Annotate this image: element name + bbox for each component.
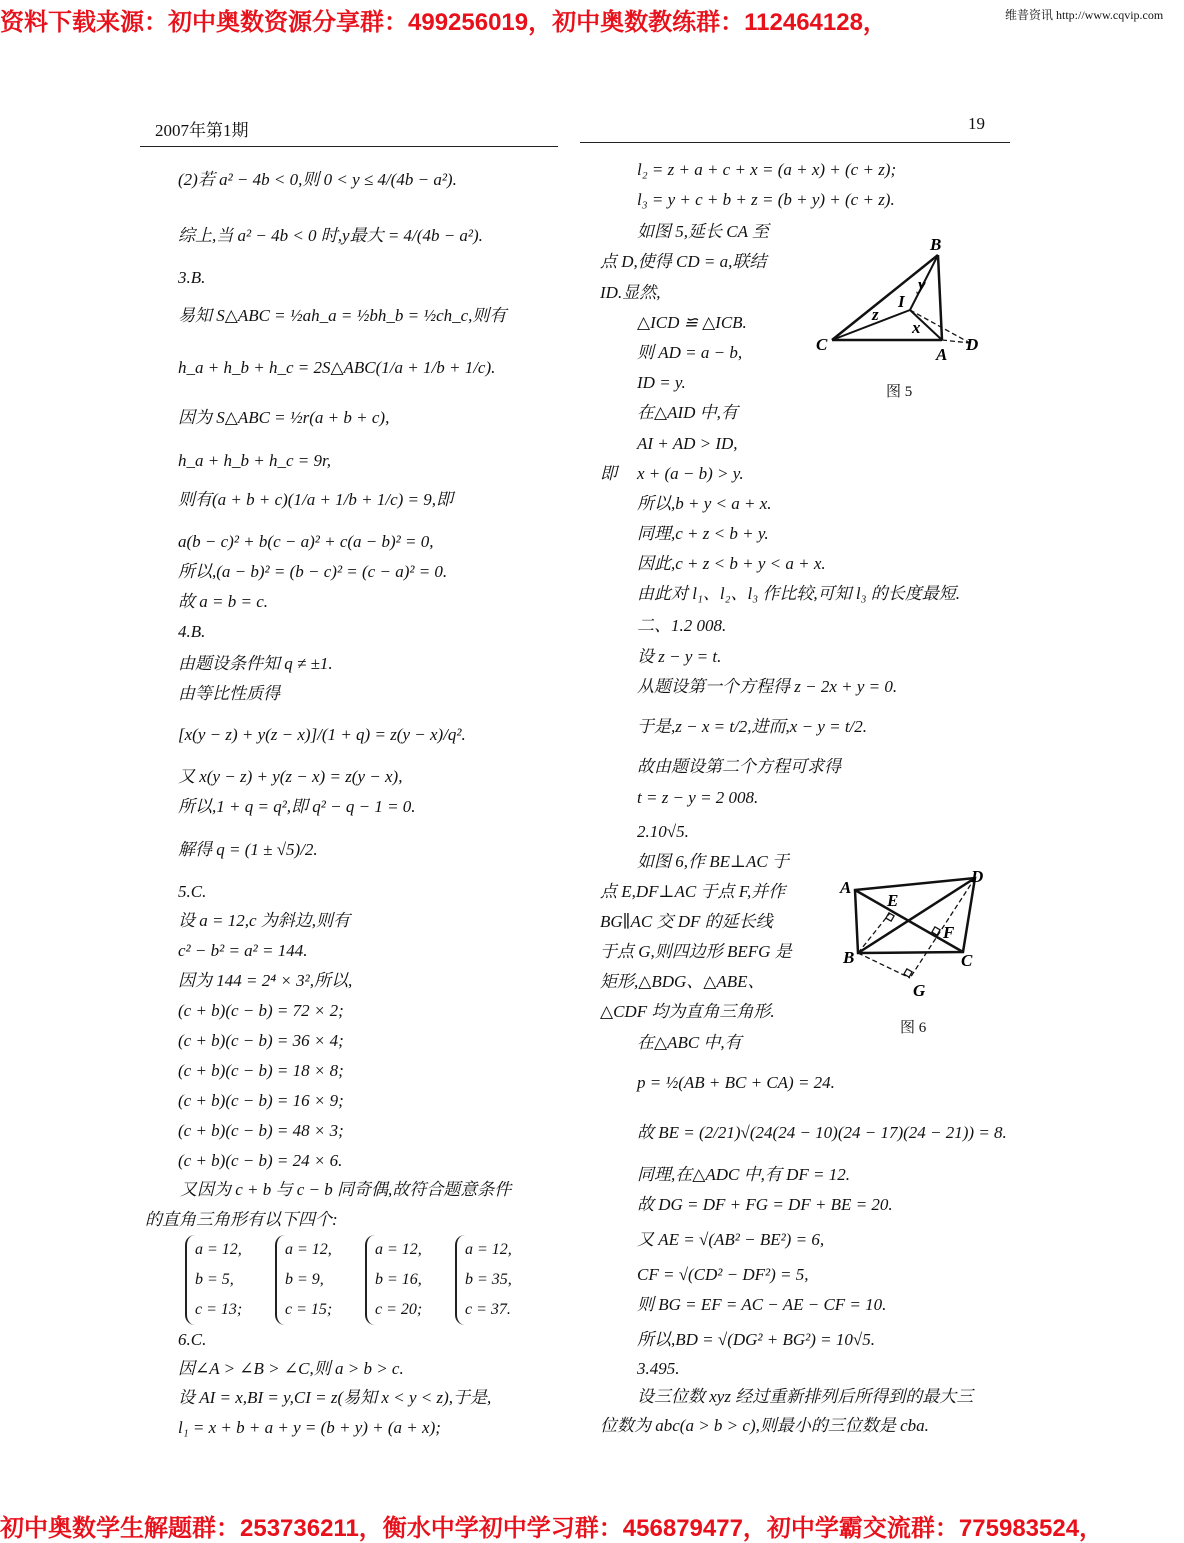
right-text-line: △ICD ≌ △ICB.: [637, 313, 747, 332]
header-rule-right: [580, 142, 1010, 143]
left-text-line: 则有(a + b + c)(1/a + 1/b + 1/c) = 9,即: [178, 490, 454, 509]
right-text-line: 因此,c + z < b + y < a + x.: [637, 554, 826, 573]
right-text-line: 3.495.: [637, 1359, 680, 1378]
edge-ci: [832, 310, 910, 340]
left-text-line: [x(y − z) + y(z − x)]/(1 + q) = z(y − x)/q².: [178, 725, 466, 744]
right-text-line: 同理,c + z < b + y.: [637, 524, 769, 543]
header-rule-left: [140, 146, 558, 147]
point-label: E: [887, 891, 899, 910]
left-text-line: 解得 q = (1 ± √5)/2.: [178, 840, 318, 859]
point-label: G: [913, 981, 926, 998]
right-text-line: t = z − y = 2 008.: [637, 788, 759, 807]
equation-row: a = 12,: [195, 1241, 242, 1258]
left-text-line: 故 a = b = c.: [178, 592, 268, 611]
equation-row: a = 12,: [285, 1241, 332, 1258]
left-text-line: (2)若 a² − 4b < 0,则 0 < y ≤ 4/(4b − a²).: [178, 170, 457, 189]
point-label: A: [936, 345, 948, 364]
left-text-line: 因为 S△ABC = ½r(a + b + c),: [178, 408, 390, 427]
segment-be: [858, 913, 890, 953]
equation-row: b = 35,: [465, 1271, 512, 1288]
left-text-line: h_a + h_b + h_c = 2S△ABC(1/a + 1/b + 1/c).: [178, 358, 496, 377]
right-text-line: 故 BE = (2/21)√(24(24 − 10)(24 − 17)(24 − 21)) = 8.: [637, 1123, 1007, 1142]
left-text-line: 设 AI = x,BI = y,CI = z(易知 x < y < z),于是,: [178, 1388, 492, 1407]
equation-row: b = 16,: [375, 1271, 422, 1288]
right-text-line: 在△AID 中,有: [637, 403, 738, 422]
figure-6-caption: 图 6: [900, 1020, 927, 1036]
page-number: 19: [968, 114, 985, 133]
source-watermark: 维普资讯 http://www.cqvip.com: [1005, 8, 1164, 22]
right-text-line: 又 AE = √(AB² − BE²) = 6,: [637, 1230, 825, 1249]
point-label: D: [971, 868, 984, 886]
right-text-line: 故 DG = DF + FG = DF + BE = 20.: [637, 1195, 893, 1214]
left-text-line: 由题设条件知 q ≠ ±1.: [178, 654, 333, 673]
equation-row: a = 12,: [465, 1241, 512, 1258]
equation-row: c = 20;: [375, 1301, 423, 1318]
right-text-line: l₃ = y + c + b + z = (b + y) + (c + z).: [637, 190, 895, 209]
left-text-line: (c + b)(c − b) = 36 × 4;: [178, 1031, 344, 1050]
left-text-line: a(b − c)² + b(c − a)² + c(a − b)² = 0,: [178, 532, 434, 551]
right-text-line: p = ½(AB + BC + CA) = 24.: [637, 1073, 835, 1092]
equation-row: b = 5,: [195, 1271, 234, 1288]
issue-label: 2007年第1期: [155, 121, 249, 140]
left-text-line: 易知 S△ABC = ½ah_a = ½bh_b = ½ch_c,则有: [178, 306, 507, 325]
point-label: I: [898, 292, 905, 311]
point-label: A: [840, 878, 852, 897]
right-text-line: BG∥AC 交 DF 的延长线: [600, 912, 773, 931]
right-text-line: ID = y.: [637, 373, 686, 392]
left-text-line: h_a + h_b + h_c = 9r,: [178, 451, 331, 470]
left-text-line: 5.C.: [178, 882, 207, 901]
left-text-line: 设 a = 12,c 为斜边,则有: [178, 911, 351, 930]
point-label: C: [816, 335, 828, 354]
figure-5-diagram: [810, 235, 990, 365]
right-text-line: 所以,BD = √(DG² + BG²) = 10√5.: [637, 1330, 875, 1349]
right-text-line: ID.显然,: [600, 283, 661, 302]
right-text-line: 二、1.2 008.: [637, 616, 727, 635]
equation-system: [455, 1235, 512, 1325]
right-text-line: 由此对 l₁、l₂、l₃ 作比较,可知 l₃ 的长度最短.: [637, 584, 961, 603]
left-text-line: (c + b)(c − b) = 24 × 6.: [178, 1151, 343, 1170]
right-text-line: △CDF 均为直角三角形.: [600, 1002, 775, 1021]
top-banner: 资料下载来源：初中奥数资源分享群：499256019，初中奥数教练群：112464128，: [0, 9, 887, 36]
right-text-line: 2.10√5.: [637, 822, 689, 841]
left-text-line: l₁ = x + b + a + y = (b + y) + (a + x);: [178, 1418, 441, 1437]
right-text-line: AI + AD > ID,: [637, 434, 738, 453]
point-label: B: [843, 948, 855, 967]
left-text-line: 6.C.: [178, 1330, 207, 1349]
segment-bg: [858, 953, 910, 978]
right-text-line: x + (a − b) > y.: [637, 464, 744, 483]
point-label: F: [943, 923, 955, 942]
right-text-line: CF = √(CD² − DF²) = 5,: [637, 1265, 809, 1284]
equation-row: c = 13;: [195, 1301, 243, 1318]
left-text-line: 3.B.: [178, 268, 206, 287]
right-text-line: 设三位数 xyz 经过重新排列后所得到的最大三: [637, 1387, 974, 1406]
right-text-line: 点 D,使得 CD = a,联结: [600, 252, 767, 271]
left-text-line: (c + b)(c − b) = 16 × 9;: [178, 1091, 344, 1110]
left-text-line: 又 x(y − z) + y(z − x) = z(y − x),: [178, 767, 403, 786]
point-label: B: [930, 235, 942, 254]
right-text-line: 如图 6,作 BE⊥AC 于: [637, 852, 789, 871]
right-text-line: 设 z − y = t.: [637, 647, 722, 666]
bottom-banner: 初中奥数学生解题群：253736211，衡水中学初中学习群：456879477，初中学霸交流群：775983524，: [0, 1515, 1104, 1542]
right-text-line: 则 AD = a − b,: [637, 343, 743, 362]
right-text-line: 即: [600, 464, 617, 483]
right-text-line: 则 BG = EF = AC − AE − CF = 10.: [637, 1295, 887, 1314]
right-text-line: 从题设第一个方程得 z − 2x + y = 0.: [637, 677, 898, 696]
left-text-line: (c + b)(c − b) = 48 × 3;: [178, 1121, 344, 1140]
equation-system: [185, 1235, 242, 1325]
right-text-line: 位数为 abc(a > b > c),则最小的三位数是 cba.: [600, 1416, 929, 1435]
equation-row: c = 37.: [465, 1301, 511, 1318]
point-label: y: [918, 275, 926, 294]
right-text-line: 于是,z − x = t/2,进而,x − y = t/2.: [637, 717, 868, 736]
left-text-line: (c + b)(c − b) = 18 × 8;: [178, 1061, 344, 1080]
equation-row: a = 12,: [375, 1241, 422, 1258]
left-text-line: 又因为 c + b 与 c − b 同奇偶,故符合题意条件: [180, 1180, 512, 1199]
right-text-line: 点 E,DF⊥AC 于点 F,并作: [600, 882, 786, 901]
equation-system: [275, 1235, 332, 1325]
point-label: x: [912, 318, 921, 337]
right-text-line: 所以,b + y < a + x.: [637, 494, 772, 513]
right-text-line: 于点 G,则四边形 BEFG 是: [600, 942, 792, 961]
equation-system: [365, 1235, 422, 1325]
equation-row: c = 15;: [285, 1301, 333, 1318]
left-text-line: 所以,1 + q = q²,即 q² − q − 1 = 0.: [178, 797, 416, 816]
right-text-line: 如图 5,延长 CA 至: [637, 222, 769, 241]
right-text-line: l₂ = z + a + c + x = (a + x) + (c + z);: [637, 160, 897, 179]
figure-6-diagram: [835, 868, 995, 998]
point-label: z: [872, 305, 879, 324]
left-text-line: 4.B.: [178, 622, 206, 641]
left-text-line: (c + b)(c − b) = 72 × 2;: [178, 1001, 344, 1020]
left-text-line: 因∠A > ∠B > ∠C,则 a > b > c.: [178, 1359, 404, 1378]
right-text-line: 同理,在△ADC 中,有 DF = 12.: [637, 1165, 850, 1184]
left-text-line: 因为 144 = 2⁴ × 3²,所以,: [178, 971, 353, 990]
edge-cb: [832, 255, 938, 340]
left-text-line: 由等比性质得: [178, 684, 280, 703]
diagonal-bd: [858, 878, 975, 953]
figure-5-caption: 图 5: [886, 384, 913, 400]
left-text-line: 所以,(a − b)² = (b − c)² = (c − a)² = 0.: [178, 562, 448, 581]
right-text-line: 在△ABC 中,有: [637, 1033, 742, 1052]
point-label: C: [961, 951, 973, 970]
right-text-line: 故由题设第二个方程可求得: [637, 757, 841, 776]
right-text-line: 矩形,△BDG、△ABE、: [600, 972, 765, 991]
left-text-line: 的直角三角形有以下四个:: [145, 1210, 338, 1229]
equation-row: b = 9,: [285, 1271, 324, 1288]
left-text-line: c² − b² = a² = 144.: [178, 941, 308, 960]
left-text-line: 综上,当 a² − 4b < 0 时,y最大 = 4/(4b − a²).: [178, 226, 483, 245]
point-label: D: [966, 335, 979, 354]
